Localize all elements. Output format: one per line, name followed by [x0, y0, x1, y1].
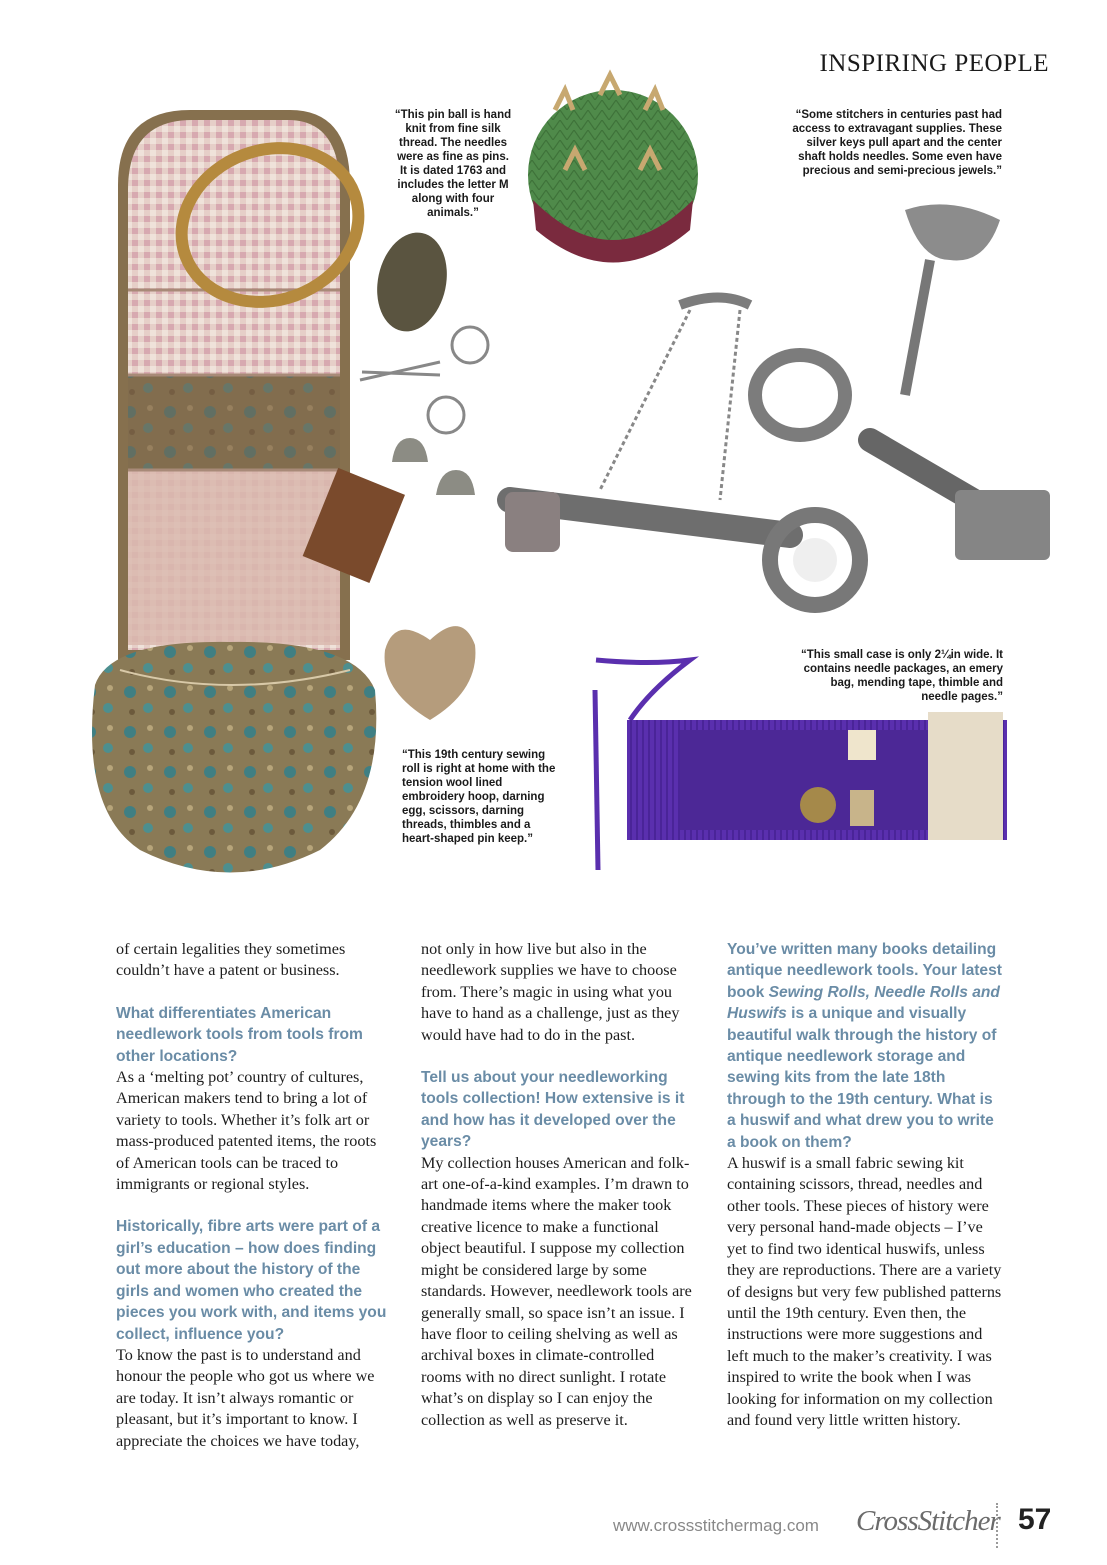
interview-question: Tell us about your needleworking tools collection! How extensive is it and how has it developed over the years? — [421, 1069, 685, 1151]
heart-pin-keep — [385, 626, 476, 720]
footer-divider — [996, 1503, 998, 1548]
answer-text: As a ‘melting pot’ country of cultures, American makers tend to bring a lot of variety to tools. Whether it’s folk art or mass-produced patented items, the roots of American tools can be traced to immigrants or regional styles. — [116, 1068, 377, 1194]
pin-ball-caption: “This pin ball is hand knit from fine silk thread. The needles were as fine as pins. It is dated 1763 and includes the letter M along with four animals.” — [394, 109, 512, 219]
darning-egg — [368, 226, 455, 338]
footer-url[interactable]: www.crossstitchermag.com — [613, 1516, 819, 1535]
magazine-logo: CrossStitcher — [856, 1505, 1000, 1537]
article-column-2 — [421, 939, 696, 1431]
book-title: Sewing Rolls, Needle Rolls and Huswifs — [727, 983, 1000, 1023]
page-number: 57 — [1018, 1503, 1052, 1536]
pin-ball-photo — [528, 75, 698, 263]
thimble — [392, 438, 428, 462]
section-title: INSPIRING PEOPLE — [819, 50, 1049, 77]
silver-keys-photo — [505, 204, 1050, 605]
answer-text: A huswif is a small fabric sewing kit containing scissors, thread, needles and other tools. These pieces of history were very personal hand-made objects – I’ve yet to find two identical huswifs, unless they are reproductions. There are a variety of designs but very few published patterns until the 19th century. Even then, the instructions were more suggestions and left much to the maker’s creativity. I was inspired to write the book when I was looking for information on my collection and found very little written history. — [727, 1154, 1002, 1429]
article-column-3 — [727, 939, 1002, 1431]
interview-question: What differentiates American needlework tools from tools from other locations? — [116, 1004, 363, 1065]
sewing-roll-caption: “This 19th century sewing roll is right at home with the tension wool lined embroidery hoop, darning egg, scissors, darning threads, thimbles and a heart-shaped pin keep.” — [402, 749, 556, 845]
answer-text: not only in how live but also in the needlework supplies we have to choose from. There’s magic in using what you have to hand as a challenge, just as they would have had to do in the past. — [421, 940, 680, 1044]
silver-keys-caption: “Some stitchers in centuries past had access to extravagant supplies. These silver keys pull apart and the center shaft holds needles. Some even have precious and semi-precious jewels.” — [792, 109, 1002, 177]
purple-case-caption: “This small case is only 2¼in wide. It contains needle packages, an emery bag, mending tape, thimble and needle pages.” — [801, 649, 1003, 703]
answer-text: My collection houses American and folk-art one-of-a-kind examples. I’m drawn to handmade items where the maker took creative licence to make a functional object beautiful. I suppose my collection might be considered large by some standards. However, needlework tools are generally small, so space isn’t an issue. I have floor to ceiling shelving as well as archival boxes in climate-controlled rooms with no direct sunlight. I rotate what’s on display so I can enjoy the collection as well as preserve it. — [421, 1153, 692, 1429]
answer-text: of certain legalities they sometimes couldn’t have a patent or business. — [116, 940, 346, 980]
answer-text: To know the past is to understand and honour the people who got us where we are today. It isn’t always romantic or pleasant, but it’s important to know. I appreciate the choices we have today, — [116, 1345, 375, 1450]
article-column-1 — [116, 939, 391, 1452]
interview-question: Historically, fibre arts were part of a girl’s education – how does finding out more about the history of the girls and women who created the pieces you work with, and items you collect, influence you? — [116, 1218, 387, 1343]
interview-question: You’ve written many books detailing antique needlework tools. Your latest book Sewing Rolls, Needle Rolls and Huswifs is a unique and visually beautiful walk through the history of antique needlework storage and sewing kits from the late 18th through to the 19th century. What is a huswif and what drew you to write a book on them? — [727, 941, 1002, 1151]
thimble — [436, 470, 475, 495]
scissors — [360, 327, 488, 433]
